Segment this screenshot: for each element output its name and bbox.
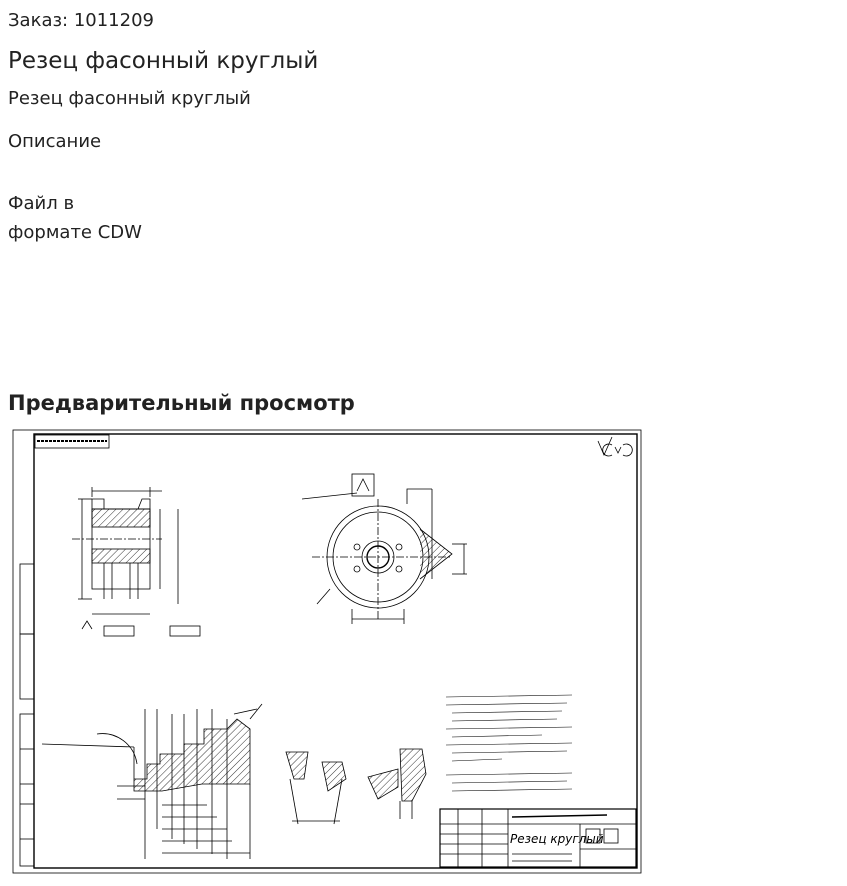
product-subtitle: Резец фасонный круглый [8,88,251,109]
drawing-title: Резец круглый [510,832,604,846]
file-format-line-1: Файл в [8,193,75,214]
description-heading: Описание [8,131,102,152]
order-number: Заказ: 1011209 [8,10,154,31]
file-format-line-2: формате CDW [8,222,142,243]
page-title: Резец фасонный круглый [8,48,319,74]
technical-drawing [12,429,642,874]
preview-drawing[interactable] [12,429,642,874]
preview-heading: Предварительный просмотр [8,391,355,415]
